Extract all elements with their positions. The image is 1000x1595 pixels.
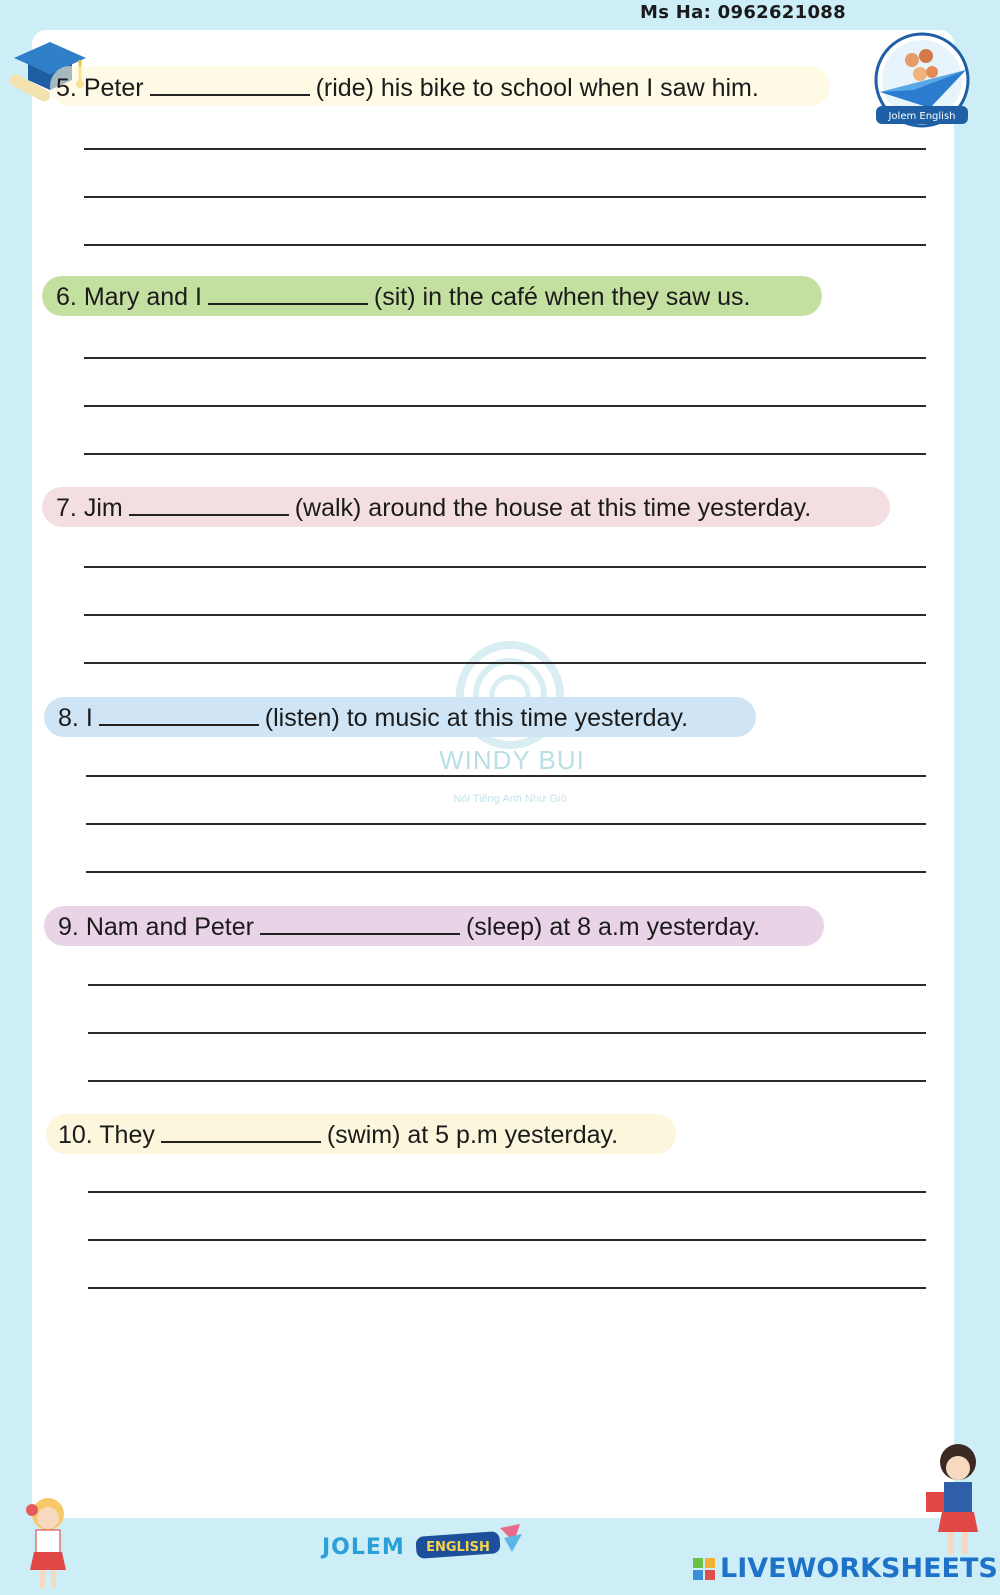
english-logo-text: ENGLISH [426,1540,490,1555]
question-number: 9. [58,913,79,941]
question-7 [56,492,811,523]
liveworksheets-wordmark[interactable]: LIVEWORKSHEETS [720,1553,998,1584]
question-number: 10. [58,1121,93,1149]
answer-line[interactable] [84,196,926,198]
girl-with-book-illustration [922,1440,992,1560]
question-subject: Jim [83,494,123,522]
answer-line[interactable] [88,1191,926,1193]
answer-line[interactable] [84,614,926,616]
question-subject: Mary and I [83,283,202,311]
watermark-tagline: Nói Tiếng Anh Như Gió [453,793,567,805]
question-8 [58,702,688,733]
question-number: 5. [56,74,77,102]
question-subject: I [85,704,93,732]
girl-illustration [18,1492,78,1592]
answer-line[interactable] [88,1080,926,1082]
answer-line[interactable] [84,453,926,455]
answer-line[interactable] [88,1239,926,1241]
answer-line[interactable] [88,1032,926,1034]
contact-phone: Ms Ha: 0962621088 [640,2,846,23]
question-10 [58,1119,618,1150]
answer-blank[interactable] [129,492,289,516]
answer-line[interactable] [86,871,926,873]
liveworksheets-icon [693,1558,715,1580]
question-rest: (listen) to music at this time yesterday. [264,704,689,732]
answer-blank[interactable] [208,281,368,305]
question-9 [58,911,760,942]
answer-line[interactable] [84,357,926,359]
answer-line[interactable] [88,1287,926,1289]
badge-label: Jolem English [888,111,956,122]
answer-blank[interactable] [161,1119,321,1143]
answer-line[interactable] [84,148,926,150]
answer-line[interactable] [86,775,926,777]
question-rest: (ride) his bike to school when I saw him. [315,74,759,102]
jolem-brand: JOLEM [322,1535,405,1560]
answer-line[interactable] [84,566,926,568]
answer-blank[interactable] [150,72,310,96]
question-6 [56,281,750,312]
question-subject: Peter [83,74,144,102]
question-number: 7. [56,494,77,522]
question-rest: (sit) in the café when they saw us. [373,283,751,311]
answer-line[interactable] [88,984,926,986]
answer-blank[interactable] [260,911,460,935]
answer-line[interactable] [84,662,926,664]
question-rest: (sleep) at 8 a.m yesterday. [465,913,761,941]
question-5 [56,72,759,103]
question-subject: Nam and Peter [85,913,254,941]
answer-blank[interactable] [99,702,259,726]
jolem-english-badge [870,30,980,138]
question-number: 6. [56,283,77,311]
question-number: 8. [58,704,79,732]
english-logo [412,1522,524,1562]
answer-line[interactable] [84,405,926,407]
question-rest: (swim) at 5 p.m yesterday. [326,1121,619,1149]
question-rest: (walk) around the house at this time yesterday. [294,494,812,522]
answer-line[interactable] [86,823,926,825]
answer-line[interactable] [84,244,926,246]
watermark-name: WINDY BUI [439,745,585,775]
question-subject: They [99,1121,155,1149]
